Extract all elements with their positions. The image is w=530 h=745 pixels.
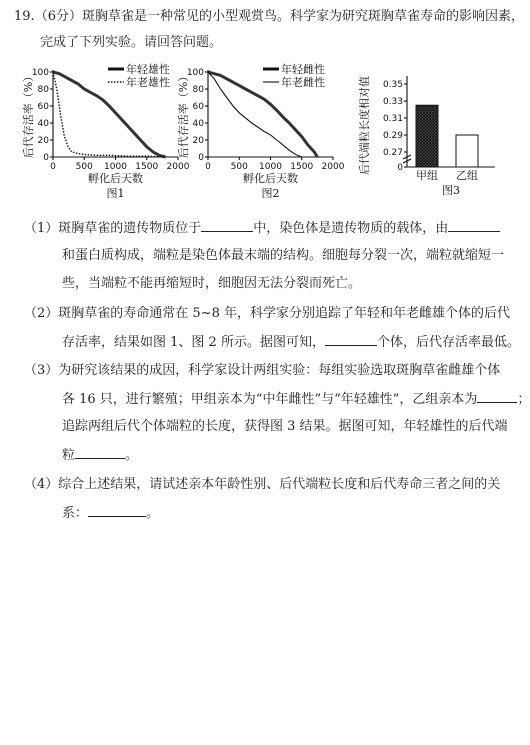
figure-caption: 图2 [261,187,280,200]
y-tick-label: 100 [186,68,204,78]
part-1-line-3 [62,275,361,293]
part-2-text-1: 斑胸草雀的寿命通常在 5~8 年，科学家分别追踪了年轻和年老雌雄个体的后代 [58,306,510,321]
answer-blank-1[interactable] [201,219,253,232]
question-score: （6分） [34,9,82,24]
y-tick-label: 0 [198,153,204,163]
x-tick-label: 500 [75,162,93,172]
part-3-line-3 [62,418,508,436]
y-axis-label: 后代端粒长度相对值 [358,76,371,175]
y-axis-label: 后代存活率（%） [177,70,190,159]
question-intro-1: 斑胸草雀是一种常见的小型观赏鸟。科学家为研究斑胸草雀寿命的影响因素， [81,9,524,24]
part-3-text-4b: 。 [125,448,139,463]
legend-label: 年轻雌性 [281,63,325,76]
category-label: 甲组 [416,169,438,182]
figure-caption: 图1 [106,187,125,200]
y-tick-label: 80 [192,85,204,95]
part-4-text-b: 。 [146,506,160,521]
x-tick-label: 0 [205,162,211,172]
question-header-line-2 [40,34,222,52]
part-3-line-1 [24,362,500,380]
part-4-line-1 [24,476,500,494]
x-tick-label: 1500 [135,162,159,172]
part-4-number: （4） [24,477,59,492]
x-tick-label: 1500 [290,162,314,172]
part-1-line-1 [24,219,500,238]
answer-blank-5[interactable] [75,446,125,459]
answer-blank-4[interactable] [477,390,517,403]
part-2-text-b: 个体，后代存活率最低。 [376,335,520,350]
y-tick-label: 0 [397,163,403,173]
x-tick-label: 500 [230,162,248,172]
bar-1 [416,105,438,167]
answer-blank-2[interactable] [448,219,500,232]
y-tick-label: 40 [192,119,204,129]
part-1-number: （1） [24,221,59,236]
part-1-text-b: 中，染色体是遗传物质的载体，由 [253,221,449,236]
x-tick-label: 1000 [259,162,282,172]
figure-caption: 图3 [442,184,460,197]
part-2-number: （2） [24,306,59,321]
y-tick-label: 0.33 [382,97,403,107]
y-tick-label: 40 [37,119,49,129]
x-tick-label: 0 [50,162,56,172]
y-tick-label: 20 [192,136,204,146]
answer-blank-3[interactable] [325,333,377,346]
part-2-text-a: 存活率，结果如图 1、图 2 所示。据图可知， [62,335,325,350]
y-tick-label: 100 [31,68,49,78]
part-3-text-4a: 粒 [62,448,76,463]
y-tick-label: 0.27 [382,148,403,158]
part-2-line-2 [62,333,520,352]
y-tick-label: 60 [37,102,49,112]
bar-2 [456,135,478,167]
part-1-text-a: 斑胸草雀的遗传物质位于 [58,221,202,236]
part-3-text-b: ； [517,392,530,407]
figure-2-chart [175,62,350,212]
category-label: 乙组 [456,169,478,182]
y-tick-label: 80 [37,85,49,95]
answer-blank-6[interactable] [88,504,146,517]
x-tick-label: 2000 [321,162,345,172]
part-4-line-2 [62,504,159,523]
figure-3-chart [355,62,505,212]
y-axis-label: 后代存活率（%） [22,70,35,159]
part-3-line-4 [62,446,138,465]
figure-1-chart [20,62,195,212]
question-number: 19. [14,9,35,24]
legend-label: 年老雄性 [126,76,170,89]
x-tick-label: 2000 [166,162,190,172]
question-intro-2: 完成了下列实验。请回答问题。 [40,35,223,50]
question-header-line-1 [14,8,524,26]
part-3-text-a: 各 16 只，进行繁殖；甲组亲本为“中年雌性”与“年轻雄性”，乙组亲本为 [62,392,478,407]
y-tick-label: 20 [37,136,49,146]
part-3-text-3: 追踪两组后代个体端粒的长度，获得图 3 结果。据图可知，年轻雄性的后代端 [62,419,508,434]
figure-3 [355,62,505,212]
part-3-text-1: 为研究该结果的成因，科学家设计两组实验：每组实验选取斑胸草雀雌雄个体 [58,363,501,378]
y-tick-label: 0.29 [382,131,403,141]
part-3-line-2 [62,390,530,409]
part-2-line-1 [24,305,510,323]
y-tick-label: 60 [192,102,204,112]
part-4-text-1: 综合上述结果，请试述亲本年龄性别、后代端粒长度和后代寿命三者之间的关 [58,477,501,492]
part-3-number: （3） [24,363,59,378]
figure-1 [20,62,195,212]
part-1-line-2 [62,247,504,265]
legend-label: 年老雌性 [281,76,325,89]
x-axis-label: 孵化后天数 [243,172,298,185]
y-tick-label: 0.31 [382,114,403,124]
part-1-text-3: 些，当端粒不能再缩短时，细胞因无法分裂而死亡。 [62,276,362,291]
part-4-text-a: 系： [62,506,89,521]
figure-2 [175,62,350,212]
y-tick-label: 0 [43,153,49,163]
x-axis-label: 孵化后天数 [88,172,143,185]
y-tick-label: 0.35 [382,80,403,90]
legend-label: 年轻雄性 [126,63,170,76]
part-1-text-2: 和蛋白质构成，端粒是染色体最末端的结构。细胞每分裂一次，端粒就缩短一 [62,248,505,263]
x-tick-label: 1000 [104,162,127,172]
